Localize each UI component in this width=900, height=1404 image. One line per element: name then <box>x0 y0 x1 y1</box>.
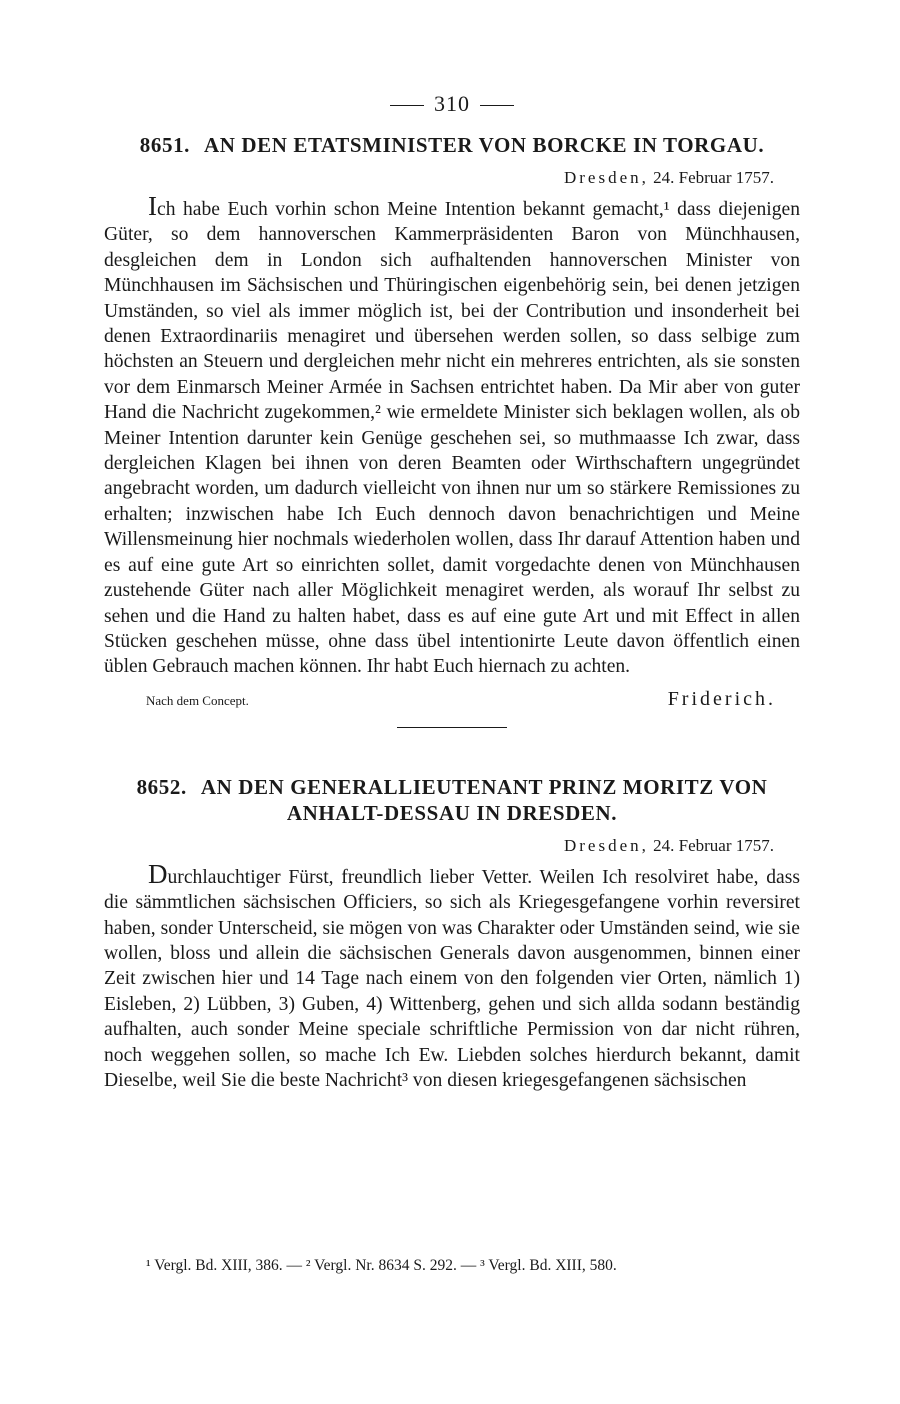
letter-addressee-line2: ANHALT-DESSAU IN DRESDEN. <box>286 800 618 825</box>
letter-body-text: ch habe Euch vorhin schon Meine Intention bekannt gemacht,¹ dass diejenigen Güter, so dem hannoverschen Kammerpräsidenten Baron von Münchhausen, desgleichen dem in London sich aufhaltenden hannoverschen Minister von Münchhausen im Sächsischen und Thüringischen eigenbehörig sein, bei denen jetzigen Umständen, so viel als immer möglich ist, bei der Contribution und insonderheit bei denen Extraordinariis menagiret und übersehen werden sollen, so dass selbige zum höchsten an Steuern und dergleichen mehr nicht ein mehreres entrichten, als sie sonsten vor dem Einmarsch Meiner Armée in Sachsen entrichtet haben. Da Mir aber von guter Hand die Nachricht zugekommen,² wie ermeldete Minister sich beklagen wollen, als ob Meiner Intention darunter kein Genüge geschehen sei, so muthmaasse Ich zwar, dass dergleichen Klagen bei ihnen von deren Beamten oder Wirthschaftern ungegründet angebracht worden, um dadurch vielleicht von ihnen nur um so stärkere Remissiones zu erhalten; inzwischen habe Ich Euch dennoch davon benachrichtigen und Meine Willensmeinung hier nochmals wiederholen wollen, dass Ihr darauf Attention haben und es auf eine gute Art so einrichten sollet, damit vorgedachte denen von Münchhausen zustehende Güter nach aller Möglichkeit menagiret werden, als worauf Ihr selbst zu sehen und die Hand zu halten habet, dass es auf eine gute Art und mit Effect in allen Stücken geschehen müsse, ohne dass übel intentionirte Leute davon öffentlich einen üblen Gebrauch machen können. Ihr habt Euch hiernach zu achten. <box>104 199 800 678</box>
letter-8651 <box>104 132 800 728</box>
letter-source-note: Nach dem Concept. <box>146 692 249 708</box>
page-number-text: 310 <box>434 91 470 116</box>
document-page <box>104 90 800 1093</box>
letter-body <box>104 858 800 1094</box>
letter-signature: Friderich. <box>667 687 776 710</box>
letter-number: 8651. <box>139 133 191 157</box>
letter-date: 24. Februar 1757. <box>653 168 774 187</box>
page-number <box>104 90 800 118</box>
letter-dateline <box>104 834 774 858</box>
letter-number: 8652. <box>136 774 187 799</box>
page-number-dash-right <box>480 105 514 106</box>
letter-dateline <box>104 166 774 190</box>
letter-date: 24. Februar 1757. <box>653 835 774 855</box>
letter-initial: I <box>148 191 157 221</box>
letter-addressee: AN DEN GENERALLIEUTENANT PRINZ MORITZ VON <box>200 774 768 799</box>
letter-place: Dresden, <box>563 835 649 855</box>
letter-body <box>104 191 800 680</box>
letter-addressee: AN DEN ETATSMINISTER VON BORCKE IN TORGAU. <box>204 133 765 157</box>
footnotes: ¹ Vergl. Bd. XIII, 386. — ² Vergl. Nr. 8634 S. 292. — ³ Vergl. Bd. XIII, 580. <box>146 1257 617 1274</box>
letter-place: Dresden, <box>563 168 649 187</box>
letter-initial: D <box>148 858 168 889</box>
letter-body-text: urchlauchtiger Fürst, freundlich lieber Vetter. Weilen Ich resolviret habe, dass die sämmtlichen sächsischen Officiers, so sich als Kriegesgefangene vorhin reversiret haben, sonder Unterscheid, sie mögen von was Charakter oder Umständen seind, wie sie wollen, bloss und allein die sächsischen Generals davon ausgenommen, binnen einer Zeit zwischen hier und 14 Tage nach einem von den folgenden vier Orten, nämlich 1) Eisleben, 2) Lübben, 3) Guben, 4) Wittenberg, gehen und sich allda sodann beständig aufhalten, auch sonder Meine speciale schriftliche Permission von dar nicht rühren, noch weggehen sollen, so mache Ich Ew. Liebden solches hierdurch bekannt, damit Dieselbe, weil Sie die beste Nachricht³ von diesen kriegesgefangenen sächsischen <box>104 866 800 1091</box>
letter-signoff <box>104 688 800 711</box>
letter-8652 <box>104 774 800 1094</box>
page-number-dash-left <box>390 105 424 106</box>
letter-heading <box>104 132 800 158</box>
letter-heading <box>104 774 800 826</box>
